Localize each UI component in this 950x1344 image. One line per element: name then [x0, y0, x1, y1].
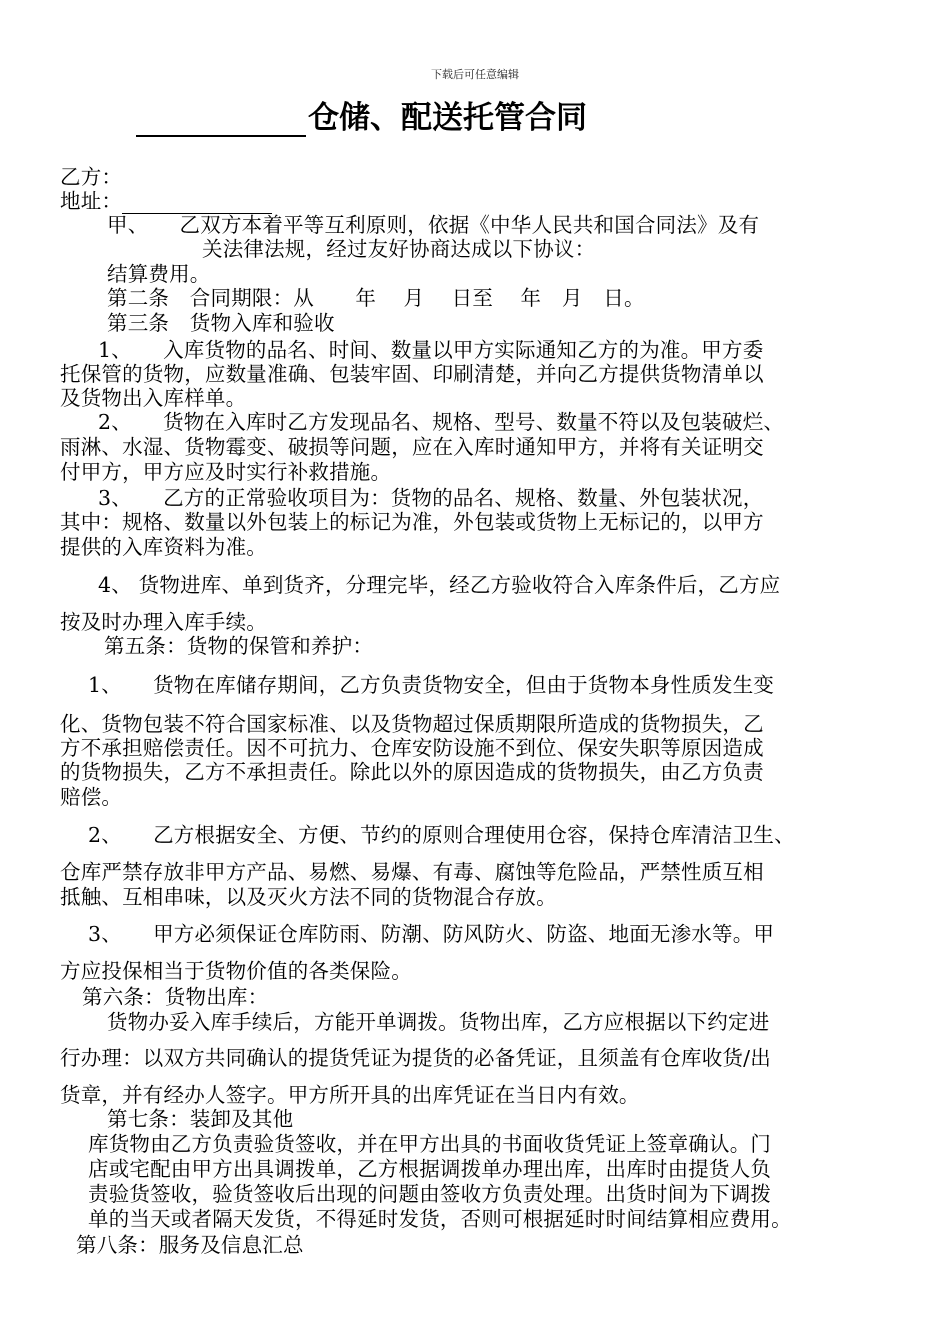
clause-5-heading: 第五条：货物的保管和养护： [104, 634, 374, 658]
clause-2-term: 第二条 合同期限：从 年 月 日至 年 月 日。 [107, 286, 645, 310]
clause-3-item-1-line-3: 及货物出入库样单。 [60, 386, 247, 410]
clause-3-item-4-line-1: 4、 货物进库、单到货齐，分理完毕，经乙方验收符合入库条件后，乙方应 [98, 573, 781, 597]
clause-3-item-3-line-3: 提供的入库资料为准。 [60, 535, 267, 559]
clause-settlement: 结算费用。 [107, 262, 211, 286]
party-b-label: 乙方： [60, 165, 123, 189]
clause-6-line-2: 行办理：以双方共同确认的提货凭证为提货的必备凭证，且须盖有仓库收货/出 [60, 1046, 771, 1070]
clause-3-item-3-line-1: 3、 乙方的正常验收项目为：货物的品名、规格、数量、外包装状况， [98, 486, 764, 510]
clause-5-item-2-line-1: 2、 乙方根据安全、方便、节约的原则合理使用仓容，保持仓库清洁卫生、 [88, 823, 795, 847]
clause-7-line-3: 责验货签收，验货签收后出现的问题由签收方负责处理。出货时间为下调拨 [88, 1182, 772, 1206]
title-text: 仓储、配送托管合同 [308, 100, 587, 136]
clause-5-item-1-line-5: 赔偿。 [60, 785, 123, 809]
title-blank-line [136, 105, 306, 137]
clause-3-item-1-line-1: 1、 入库货物的品名、时间、数量以甲方实际通知乙方的为准。甲方委 [98, 338, 764, 362]
clause-5-item-1-line-4: 的货物损失，乙方不承担责任。除此以外的原因造成的货物损失，由乙方负责 [60, 760, 764, 784]
clause-5-item-2-line-3: 抵触、互相串味，以及灭火方法不同的货物混合存放。 [60, 885, 557, 909]
document-title [136, 92, 836, 137]
clause-5-item-1-line-2: 化、货物包装不符合国家标准、以及货物超过保质期限所造成的货物损失，乙 [60, 712, 764, 736]
clause-3-item-1-line-2: 托保管的货物，应数量准确、包装牢固、印刷清楚，并向乙方提供货物清单以 [60, 362, 764, 386]
preamble-line-2: 关法律法规，经过友好协商达成以下协议： [202, 237, 596, 261]
clause-5-item-3-line-2: 方应投保相当于货物价值的各类保险。 [60, 959, 412, 983]
clause-3-item-2-line-2: 雨淋、水湿、货物霉变、破损等问题，应在入库时通知甲方，并将有关证明交 [60, 435, 764, 459]
clause-7-heading: 第七条：装卸及其他 [107, 1107, 294, 1131]
clause-8-heading: 第八条：服务及信息汇总 [76, 1233, 304, 1257]
clause-7-line-4: 单的当天或者隔天发货，不得延时发货，否则可根据延时时间结算相应费用。 [88, 1207, 792, 1231]
clause-5-item-2-line-2: 仓库严禁存放非甲方产品、易燃、易爆、有毒、腐蚀等危险品，严禁性质互相 [60, 860, 764, 884]
clause-6-line-1: 货物办妥入库手续后，方能开单调拨。货物出库，乙方应根据以下约定进 [107, 1010, 770, 1034]
page-header: 下载后可任意编辑 [431, 68, 519, 81]
address-label: 地址： [60, 188, 272, 214]
preamble-line-1: 甲、 乙双方本着平等互利原则，依据《中华人民共和国合同法》及有 [107, 213, 760, 237]
clause-5-item-1-line-1: 1、 货物在库储存期间，乙方负责货物安全，但由于货物本身性质发生变 [88, 673, 775, 697]
clause-5-item-1-line-3: 方不承担赔偿责任。因不可抗力、仓库安防设施不到位、保安失职等原因造成 [60, 736, 764, 760]
clause-6-heading: 第六条：货物出库： [82, 985, 269, 1009]
clause-5-item-3-line-1: 3、 甲方必须保证仓库防雨、防潮、防风防火、防盗、地面无渗水等。甲 [88, 922, 775, 946]
clause-3-heading: 第三条 货物入库和验收 [107, 311, 335, 335]
clause-3-item-2-line-1: 2、 货物在入库时乙方发现品名、规格、型号、数量不符以及包装破烂、 [98, 410, 785, 434]
address-blank-line [122, 193, 272, 214]
clause-7-line-1: 库货物由乙方负责验货签收，并在甲方出具的书面收货凭证上签章确认。门 [88, 1132, 772, 1156]
clause-3-item-4-line-2: 按及时办理入库手续。 [60, 610, 267, 634]
clause-3-item-2-line-3: 付甲方，甲方应及时实行补救措施。 [60, 460, 392, 484]
clause-7-line-2: 店或宅配由甲方出具调拨单，乙方根据调拨单办理出库，出库时由提货人负 [88, 1157, 772, 1181]
clause-6-line-3: 货章，并有经办人签字。甲方所开具的出库凭证在当日内有效。 [60, 1083, 640, 1107]
clause-3-item-3-line-2: 其中：规格、数量以外包装上的标记为准，外包装或货物上无标记的，以甲方 [60, 510, 764, 534]
